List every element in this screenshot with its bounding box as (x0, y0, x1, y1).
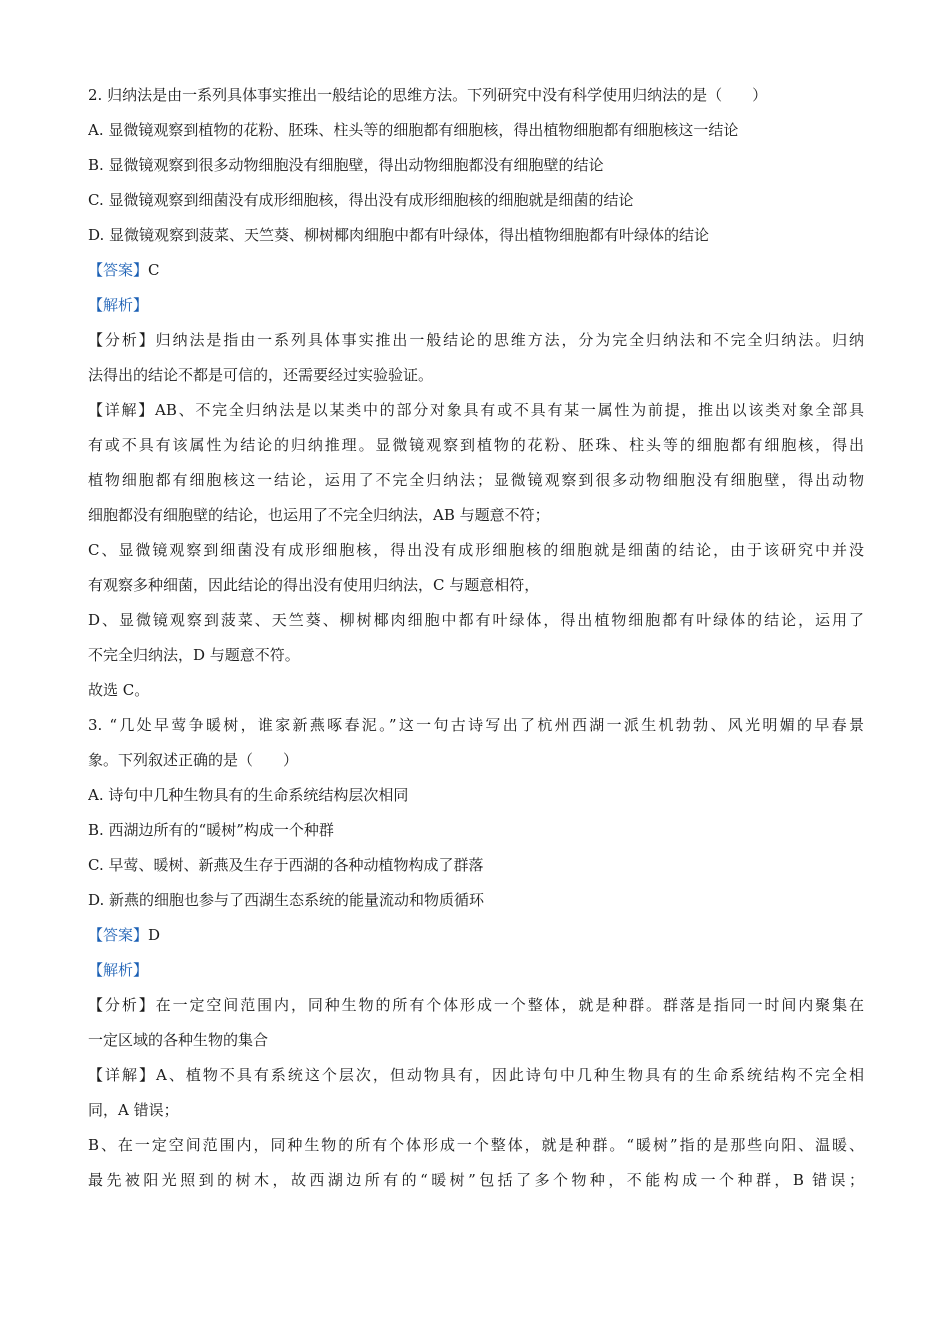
q3-xiangjie-line-1 (88, 1058, 864, 1093)
q3-xiangjie-text-1: A、植物不具有系统这个层次，但动物具有，因此诗句中几种生物具有的生命系统结构不完全相 (156, 1066, 864, 1084)
q2-analysis-tag: 【解析】 (88, 296, 149, 314)
q2-xiangjie-line-6: 有观察多种细菌，因此结论的得出没有使用归纳法，C 与题意相符， (88, 576, 540, 594)
q2-xiangjie-text-1: AB、不完全归纳法是以某类中的部分对象具有或不具有某一属性为前提，推出以该类对象全部具 (155, 401, 864, 419)
q2-xiangjie-line-5: C、显微镜观察到细菌没有成形细胞核，得出没有成形细胞核的细胞就是细菌的结论，由于该研究中并没 (88, 541, 864, 559)
q3-xiangjie-line-4: 最先被阳光照到的树木，故西湖边所有的“暖树”包括了多个物种，不能构成一个种群，B 错误； (88, 1171, 864, 1189)
q2-fenxi-line-2: 法得出的结论不都是可信的，还需要经过实验验证。 (88, 366, 434, 384)
q3-answer (88, 918, 864, 953)
q3-analysis-heading (88, 953, 864, 988)
q3-fenxi-tag: 【分析】 (88, 996, 156, 1014)
q2-xiangjie-line-7: D、显微镜观察到菠菜、天竺葵、柳树椰肉细胞中都有叶绿体，得出植物细胞都有叶绿体的结论，运用了 (88, 611, 864, 629)
q2-xiangjie-line-8: 不完全归纳法，D 与题意不符。 (88, 646, 300, 664)
q3-fenxi-text-1: 在一定空间范围内，同种生物的所有个体形成一个整体，就是种群。群落是指同一时间内聚集在 (155, 996, 864, 1014)
q3-fenxi-line-1 (88, 988, 864, 1023)
q3-xiangjie-line-3: B、在一定空间范围内，同种生物的所有个体形成一个整体，就是种群。“暖树”指的是那些向阳、温暖、 (88, 1136, 864, 1154)
q2-xiangjie-tag: 【详解】 (88, 401, 156, 419)
q2-conclusion: 故选 C。 (88, 681, 150, 699)
q3-analysis-tag: 【解析】 (88, 961, 149, 979)
q2-xiangjie-line-1 (88, 393, 864, 428)
q2-xiangjie-line-2: 有或不具有该属性为结论的归纳推理。显微镜观察到植物的花粉、胚珠、柱头等的细胞都有细胞核，得出 (88, 436, 864, 454)
q3-answer-value: D (148, 926, 161, 944)
q2-answer (88, 253, 864, 288)
q3-xiangjie-line-2: 同，A 错误； (88, 1101, 179, 1119)
q2-option-b: B. 显微镜观察到很多动物细胞没有细胞壁，得出动物细胞都没有细胞壁的结论 (88, 156, 604, 174)
q3-option-c: C. 早莺、暖树、新燕及生存于西湖的各种动植物构成了群落 (88, 856, 484, 874)
q3-xiangjie-tag: 【详解】 (88, 1066, 157, 1084)
q2-option-a: A. 显微镜观察到植物的花粉、胚珠、柱头等的细胞都有细胞核，得出植物细胞都有细胞核这一结论 (88, 121, 739, 139)
q2-answer-tag: 【答案】 (88, 261, 149, 279)
q2-fenxi-tag: 【分析】 (88, 331, 156, 349)
q3-option-a: A. 诗句中几种生物具有的生命系统结构层次相同 (88, 786, 409, 804)
q2-analysis-heading (88, 288, 864, 323)
q2-xiangjie-line-3: 植物细胞都有细胞核这一结论，运用了不完全归纳法；显微镜观察到很多动物细胞没有细胞壁，得出动物 (88, 471, 864, 489)
q3-stem-line-1: 3. “几处早莺争暖树，谁家新燕啄春泥。”这一句古诗写出了杭州西湖一派生机勃勃、风光明媚的早春景 (88, 716, 864, 734)
q3-option-b: B. 西湖边所有的“暖树”构成一个种群 (88, 821, 334, 839)
q3-fenxi-line-2: 一定区域的各种生物的集合 (88, 1031, 269, 1049)
q3-stem-line-2: 象。下列叙述正确的是（ ） (88, 751, 299, 769)
q2-fenxi-line-1 (88, 323, 864, 358)
q3-option-d: D. 新燕的细胞也参与了西湖生态系统的能量流动和物质循环 (88, 891, 485, 909)
q2-answer-value: C (148, 261, 160, 279)
q3-answer-tag: 【答案】 (88, 926, 149, 944)
q2-fenxi-text-1: 归纳法是指由一系列具体事实推出一般结论的思维方法，分为完全归纳法和不完全归纳法。归纳 (155, 331, 864, 349)
document-page (88, 78, 864, 1198)
q2-option-d: D. 显微镜观察到菠菜、天竺葵、柳树椰肉细胞中都有叶绿体，得出植物细胞都有叶绿体的结论 (88, 226, 710, 244)
q2-xiangjie-line-4: 细胞都没有细胞壁的结论，也运用了不完全归纳法，AB 与题意不符； (88, 506, 550, 524)
q2-option-c: C. 显微镜观察到细菌没有成形细胞核，得出没有成形细胞核的细胞就是细菌的结论 (88, 191, 634, 209)
q2-stem: 2. 归纳法是由一系列具体事实推出一般结论的思维方法。下列研究中没有科学使用归纳法的是（ ） (88, 86, 768, 104)
